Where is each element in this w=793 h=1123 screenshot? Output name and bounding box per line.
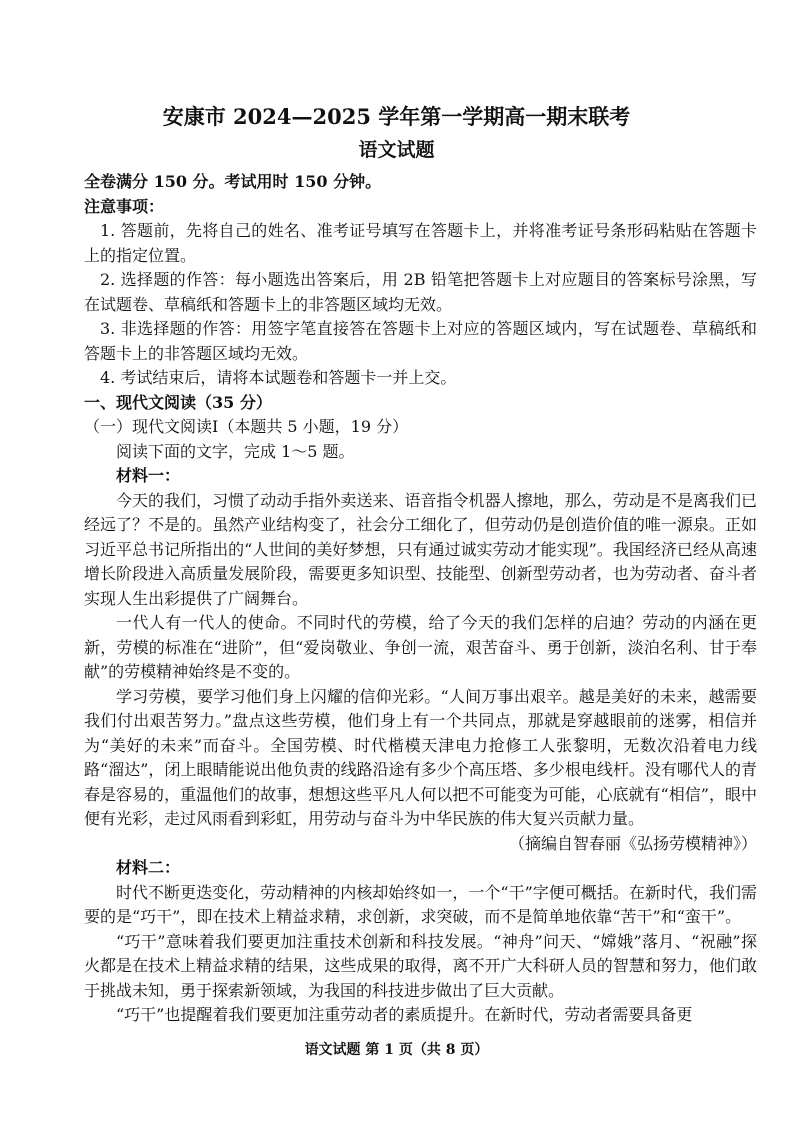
material-1-paragraph: 今天的我们，习惯了动动手指外卖送来、语音指令机器人擦地，那么，劳动是不是离我们已经远了？不是的。虽然产业结构变了，社会分工细化了，但劳动仍是创造价值的唯一源泉。正如习近平总书记所指出的“人世间的美好梦想，只有通过诚实劳动才能实现”。我国经济已经从高速增长阶段进入高质量发展阶段，需要更多知识型、技能型、创新型劳动者，也为劳动者、奋斗者实现人生出彩提供了广阔舞台。 <box>84 490 757 608</box>
section-heading: 一、现代文阅读（35 分） <box>84 392 272 412</box>
material-2-paragraph: “巧干”也提醒着我们要更加注重劳动者的素质提升。在新时代，劳动者需要具备更 <box>116 1005 693 1024</box>
sub-section-heading: （一）现代文阅读Ⅰ（本题共 5 小题，19 分） <box>84 417 409 436</box>
material-1-source: （摘编自智春丽《弘扬劳模精神》） <box>508 833 757 853</box>
material-2-paragraph: 时代不断更迭变化，劳动精神的内核却始终如一，一个“干”字便可概括。在新时代，我们需要的是“巧干”，即在技术上精益求精，求创新，求突破，而不是简单地依靠“苦干”和“蛮干”。 <box>84 882 757 926</box>
score-time-line: 全卷满分 150 分。考试用时 150 分钟。 <box>84 172 382 191</box>
page-footer: 语文试题 第 1 页（共 8 页） <box>304 1042 489 1058</box>
material-1-paragraph: 一代人有一代人的使命。不同时代的劳模，给了今天的我们怎样的启迪？劳动的内涵在更新，劳模的标准在“进阶”，但“爱岗敬业、争创一流，艰苦奋斗、勇于创新，淡泊名利、甘于奉献”的劳模精神始终是不变的。 <box>84 613 757 681</box>
note-item-1: 1. 答题前，先将自己的姓名、准考证号填写在答题卡上，并将准考证号条形码粘贴在答题卡上的指定位置。 <box>84 221 757 265</box>
material-2-paragraph: “巧干”意味着我们要更加注重技术创新和科技发展。“神舟”问天、“嫦娥”落月、“祝融”探火都是在技术上精益求精的结果，这些成果的取得，离不开广大科研人员的智慧和努力，他们敢于挑战未知，勇于探索新领域，为我国的科技进步做出了巨大贡献。 <box>84 931 757 1000</box>
exam-title: 安康市 2024—2025 学年第一学期高一期末联考 <box>162 104 631 129</box>
reading-instruction: 阅读下面的文字，完成 1～5 题。 <box>116 441 355 461</box>
note-item-4: 4. 考试结束后，请将本试题卷和答题卡一并上交。 <box>100 368 457 387</box>
material-1-label: 材料一： <box>116 466 181 485</box>
note-item-2: 2. 选择题的作答：每小题选出答案后，用 2B 铅笔把答题卡上对应题目的答案标号涂黑，写在试题卷、草稿纸和答题卡上的非答题区域均无效。 <box>84 270 757 314</box>
material-2-label: 材料二： <box>116 858 181 877</box>
material-1-paragraph: 学习劳模，要学习他们身上闪耀的信仰光彩。“人间万事出艰辛。越是美好的未来，越需要我们付出艰苦努力。”盘点这些劳模，他们身上有一个共同点，那就是穿越眼前的迷雾，相信并为“美好的未来”而奋斗。全国劳模、时代楷模天津电力抢修工人张黎明，无数次沿着电力线路“溜达”，闭上眼睛能说出他负责的线路沿途有多少个高压塔、多少根电线杆。没有哪代人的青春是容易的，重温他们的故事，想想这些平凡人何以把不可能变为可能，心底就有“相信”，眼中便有光彩，走过风雨看到彩虹，用劳动与奋斗为中华民族的伟大复兴贡献力量。 <box>84 686 757 828</box>
exam-subtitle: 语文试题 <box>358 139 435 161</box>
notes-heading: 注意事项： <box>84 196 165 216</box>
exam-content <box>84 170 757 1028</box>
note-item-3: 3. 非选择题的作答：用签字笔直接答在答题卡上对应的答题区域内，写在试题卷、草稿纸和答题卡上的非答题区域均无效。 <box>84 319 757 363</box>
